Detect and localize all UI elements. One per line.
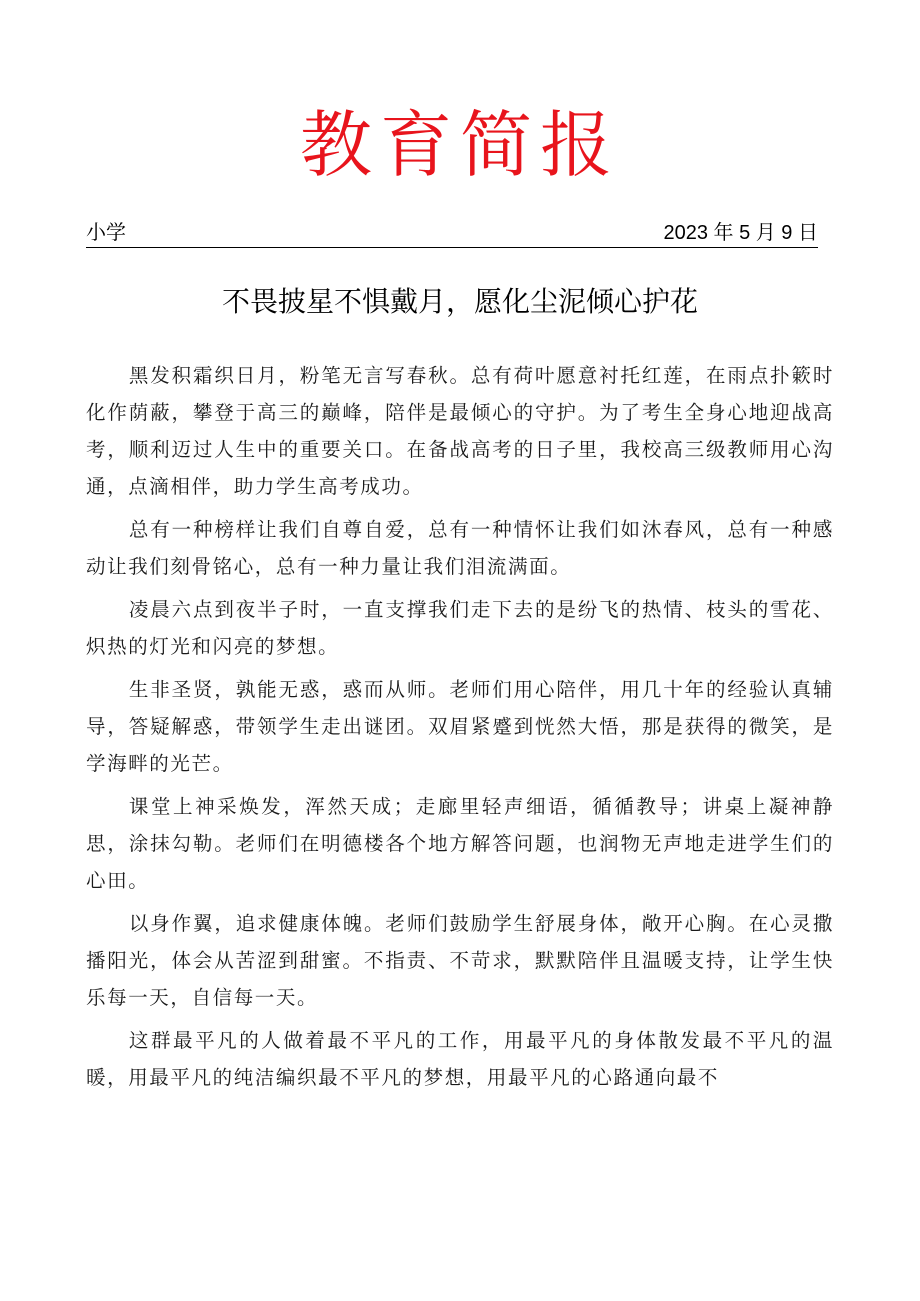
article-body [86,357,834,1102]
paragraph-1: 黑发积霜织日月，粉笔无言写春秋。总有荷叶愿意衬托红莲，在雨点扑簌时化作荫蔽，攀登于高三的巅峰，陪伴是最倾心的守护。为了考生全身心地迎战高考，顺利迈过人生中的重要关口。在备战高考的日子里，我校高三级教师用心沟通，点滴相伴，助力学生高考成功。 [86,364,834,498]
paragraph-2: 总有一种榜样让我们自尊自爱，总有一种情怀让我们如沐春风，总有一种感动让我们刻骨铭心，总有一种力量让我们泪流满面。 [86,518,834,578]
issue-date: 2023 年 5 月 9 日 [663,222,818,244]
paragraph-3: 凌晨六点到夜半子时，一直支撑我们走下去的是纷飞的热情、枝头的雪花、炽热的灯光和闪亮的梦想。 [86,598,834,658]
paragraph-7: 这群最平凡的人做着最不平凡的工作，用最平凡的身体散发最不平凡的温暖，用最平凡的纯洁编织最不平凡的梦想，用最平凡的心路通向最不 [86,1029,834,1089]
info-row [86,219,818,248]
paragraph-4: 生非圣贤，孰能无惑，惑而从师。老师们用心陪伴，用几十年的经验认真辅导，答疑解惑，带领学生走出谜团。双眉紧蹙到恍然大悟，那是获得的微笑，是学海畔的光芒。 [86,678,834,775]
article-headline: 不畏披星不惧戴月，愿化尘泥倾心护花 [221,285,698,318]
masthead-title: 教育简报 [299,103,620,187]
paragraph-5: 课堂上神采焕发，浑然天成；走廊里轻声细语，循循教导；讲桌上凝神静思，涂抹勾勒。老师们在明德楼各个地方解答问题，也润物无声地走进学生们的心田。 [86,795,834,892]
school-name: 小学 [86,222,126,244]
paragraph-6: 以身作翼，追求健康体魄。老师们鼓励学生舒展身体，敞开心胸。在心灵撒播阳光，体会从苦涩到甜蜜。不指责、不苛求，默默陪伴且温暖支持，让学生快乐每一天，自信每一天。 [86,912,834,1009]
